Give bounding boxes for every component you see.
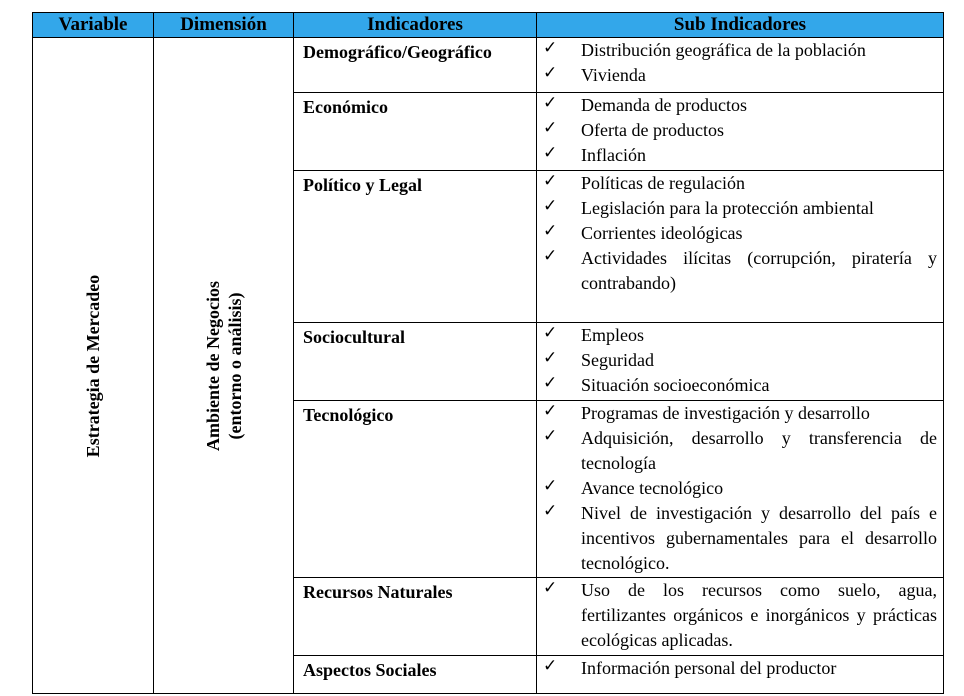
check-icon: ✓ (543, 93, 558, 113)
sub-indicator-text: Adquisición, desarrollo y transferencia de tecnología (581, 428, 937, 473)
check-icon: ✓ (543, 38, 558, 58)
sub-indicator-item (537, 196, 937, 221)
sub-indicator-text: Información personal del productor (581, 658, 837, 678)
sub-indicator-item (537, 38, 937, 63)
check-icon: ✓ (543, 476, 558, 496)
sub-indicators-cell (537, 93, 944, 171)
sub-indicator-item (537, 118, 937, 143)
sub-indicator-text: Avance tecnológico (581, 478, 724, 498)
check-icon: ✓ (543, 323, 558, 343)
sub-indicator-item (537, 93, 937, 118)
sub-indicator-list (537, 578, 943, 653)
sub-indicators-cell (537, 171, 944, 323)
check-icon: ✓ (543, 373, 558, 393)
sub-indicators-cell (537, 656, 944, 694)
sub-indicator-item (537, 221, 937, 246)
check-icon: ✓ (543, 171, 558, 191)
sub-indicator-list (537, 171, 943, 296)
dimension-line-2: (entorno o análisis) (224, 291, 245, 440)
sub-indicator-text: Corrientes ideológicas (581, 223, 743, 243)
check-icon: ✓ (543, 401, 558, 421)
dimension-line-1: Ambiente de Negocios (202, 280, 223, 451)
sub-indicator-text: Uso de los recursos como suelo, agua, fertilizantes orgánicos e inorgánicos y prácticas ecológicas aplicadas. (581, 580, 937, 650)
check-icon: ✓ (543, 246, 558, 266)
sub-indicator-item (537, 373, 937, 398)
sub-indicator-item (537, 63, 937, 88)
sub-indicator-item (537, 578, 937, 653)
check-icon: ✓ (543, 118, 558, 138)
sub-indicator-list (537, 401, 943, 576)
dimension-text (202, 281, 246, 451)
header-row (33, 13, 944, 38)
sub-indicators-cell (537, 578, 944, 656)
sub-indicator-item (537, 426, 937, 476)
dimension-cell (154, 38, 294, 694)
sub-indicator-text: Oferta de productos (581, 120, 724, 140)
sub-indicators-cell (537, 401, 944, 578)
sub-indicator-text: Demanda de productos (581, 95, 747, 115)
check-icon: ✓ (543, 348, 558, 368)
table-row (33, 38, 944, 93)
sub-indicator-text: Empleos (581, 325, 644, 345)
sub-indicator-text: Situación socioeconómica (581, 375, 770, 395)
sub-indicators-cell (537, 38, 944, 93)
sub-indicator-item (537, 476, 937, 501)
header-dimension: Dimensión (154, 13, 294, 38)
sub-indicator-item (537, 656, 937, 681)
indicator-cell: Recursos Naturales (294, 578, 537, 656)
indicator-cell: Político y Legal (294, 171, 537, 323)
sub-indicator-item (537, 143, 937, 168)
indicators-table (32, 12, 944, 694)
sub-indicator-text: Nivel de investigación y desarrollo del país e incentivos gubernamentales para el desarrollo tecnológico. (581, 503, 937, 573)
variable-cell (33, 38, 154, 694)
header-indicators: Indicadores (294, 13, 537, 38)
sub-indicator-list (537, 656, 943, 681)
check-icon: ✓ (543, 221, 558, 241)
sub-indicator-list (537, 93, 943, 168)
header-sub-indicators: Sub Indicadores (537, 13, 944, 38)
variable-text: Estrategia de Mercadeo (83, 274, 103, 457)
sub-indicator-text: Distribución geográfica de la población (581, 40, 866, 60)
sub-indicator-text: Seguridad (581, 350, 654, 370)
check-icon: ✓ (543, 143, 558, 163)
sub-indicator-text: Programas de investigación y desarrollo (581, 403, 870, 423)
sub-indicator-text: Vivienda (581, 65, 646, 85)
header-variable: Variable (33, 13, 154, 38)
indicator-cell: Económico (294, 93, 537, 171)
indicator-cell: Demográfico/Geográfico (294, 38, 537, 93)
sub-indicator-list (537, 323, 943, 398)
sub-indicator-text: Legislación para la protección ambiental (581, 198, 874, 218)
sub-indicator-item (537, 323, 937, 348)
sub-indicator-list (537, 38, 943, 88)
sub-indicator-text: Inflación (581, 145, 646, 165)
sub-indicator-item (537, 348, 937, 373)
check-icon: ✓ (543, 501, 558, 521)
sub-indicator-item (537, 171, 937, 196)
sub-indicator-item (537, 246, 937, 296)
sub-indicators-cell (537, 323, 944, 401)
check-icon: ✓ (543, 196, 558, 216)
indicator-cell: Tecnológico (294, 401, 537, 578)
check-icon: ✓ (543, 63, 558, 83)
sub-indicator-text: Actividades ilícitas (corrupción, piratería y contrabando) (581, 248, 937, 293)
indicator-cell: Sociocultural (294, 323, 537, 401)
check-icon: ✓ (543, 656, 558, 676)
sub-indicator-item (537, 401, 937, 426)
check-icon: ✓ (543, 426, 558, 446)
sub-indicator-item (537, 501, 937, 576)
check-icon: ✓ (543, 578, 558, 598)
sub-indicator-text: Políticas de regulación (581, 173, 745, 193)
indicator-cell: Aspectos Sociales (294, 656, 537, 694)
